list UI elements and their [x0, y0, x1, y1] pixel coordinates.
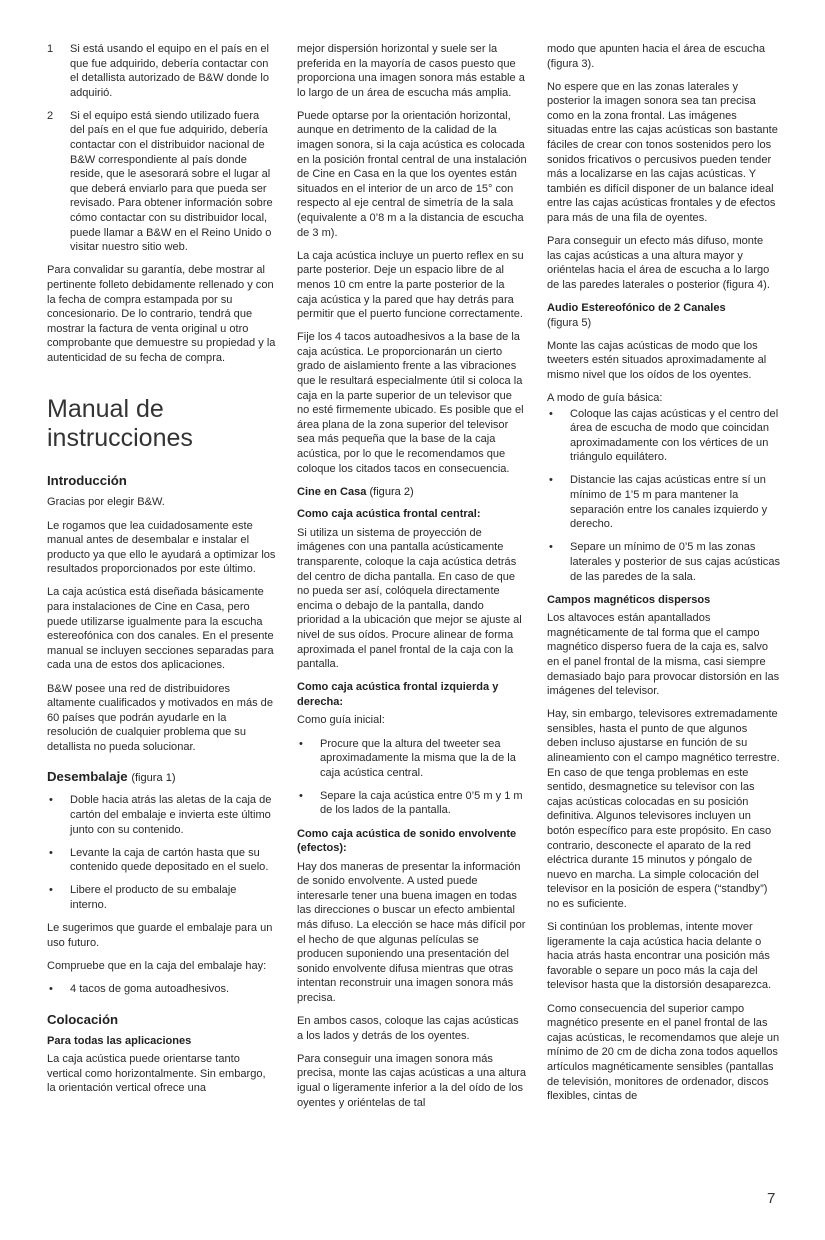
magnetic-paragraph-3: Si continúan los problemas, intente mover ligeramente la caja acústica hacia delante o hacia atrás hasta encontrar una posición más favorable o separe un poco más la caja del televisor hasta que la distorsión desaparezca.	[547, 921, 772, 992]
left-right-list	[297, 737, 527, 818]
warranty-item-1	[47, 42, 276, 100]
column-1	[47, 42, 276, 1104]
manual-title-line-2: instrucciones	[47, 424, 193, 453]
warranty-text-1: Si está usando el equipo en el país en el que fue adquirido, debería contactar con el detallista autorizado de B&W donde lo adquirió.	[70, 43, 269, 99]
item-number: 2	[47, 109, 54, 122]
list-item: • Libere el producto de su embalaje interno.	[47, 883, 276, 912]
warranty-item-2	[47, 109, 276, 255]
stereo-heading-text: Audio Estereofónico de 2 Canales	[547, 302, 726, 314]
list-item: • Separe un mínimo de 0’5 m las zonas laterales y posterior de sus cajas acústicas de las paredes de la sala.	[547, 540, 780, 584]
magnetic-paragraph-4: Como consecuencia del superior campo magnético presente en el panel frontal de las cajas acústicas, le recomendamos que aleje un mínimo de 20 cm de dicha zona todos aquellos artículos magnéticamente sensibles (pantallas de televisión, monitores de ordenador, discos flexibles, cintas de	[547, 1002, 780, 1103]
intro-heading: Introducción	[47, 473, 127, 489]
home-cinema-heading-text: Cine en Casa	[297, 485, 367, 498]
paragraph: mejor dispersión horizontal y suele ser la preferida en la mayoría de casos puesto que proporciona una imagen sonora más estable a lo largo de un área de escucha más amplia.	[297, 43, 525, 99]
surround-heading: Como caja acústica de sonido envolvente (efectos):	[297, 827, 517, 855]
unpack-paragraph-1: Le sugerimos que guarde el embalaje para un uso futuro.	[47, 922, 273, 949]
column-3	[547, 42, 780, 1112]
paragraph: Fije los 4 tacos autoadhesivos a la base de la caja acústica. Le proporcionarán un cierto grado de aislamiento frente a las vibraciones que le resultará especialmente útil si coloca la caja en la parte superior de un televisor que no esté firmemente ubicado. Es posible que el área plana de la zona superior del televisor sea más pequeña que la base de la caja acústica, por lo que le recomendamos que coloque los citados tacos en consecuencia.	[297, 331, 524, 475]
unpack-heading-text: Desembalaje	[47, 769, 128, 785]
list-item: • Procure que la altura del tweeter sea aproximadamente la misma que la de la caja acústica central.	[297, 737, 527, 781]
unpack-paragraph-2: Compruebe que en la caja del embalaje hay:	[47, 959, 267, 972]
home-cinema-figure-ref: (figura 2)	[369, 485, 414, 498]
placement-subheading: Para todas las aplicaciones	[47, 1034, 192, 1047]
magnetic-paragraph-1: Los altavoces están apantallados magnéticamente de tal forma que el campo magnético disperso fuera de la caja es, salvo en el panel frontal de la misma, casi siempre demasiado bajo para provocar distorsión en las imágenes del televisor.	[547, 612, 780, 698]
page-number: 7	[767, 1190, 776, 1207]
unpack-list	[47, 793, 276, 912]
list-item: • Levante la caja de cartón hasta que su contenido quede depositado en el suelo.	[47, 846, 276, 875]
left-right-paragraph: Como guía inicial:	[297, 714, 385, 727]
stereo-heading	[547, 301, 780, 316]
center-speaker-heading: Como caja acústica frontal central:	[297, 508, 481, 521]
left-right-heading: Como caja acústica frontal izquierda y derecha:	[297, 681, 499, 708]
surround-paragraph-3: Para conseguir una imagen sonora más precisa, monte las cajas acústicas a una altura igual o ligeramente inferior a la del oído de los oyentes y oriéntelas de tal	[297, 1052, 527, 1109]
home-cinema-heading	[297, 485, 527, 500]
stereo-figure-ref: (figura 5)	[547, 316, 592, 329]
intro-paragraph-4: B&W posee una red de distribuidores altamente cualificados y motivados en más de 60 países que podrán ayudarle en la resolución de cualquier problema que su detallista no pueda solucionar.	[47, 682, 273, 753]
column-2	[297, 42, 527, 1119]
surround-paragraph-1: Hay dos maneras de presentar la información de sonido envolvente. A usted puede interesarle tener una buena imagen en todas las direcciones o buscar un efecto ambiental más difuso. La elección se hace más difícil por el hecho de que algunas películas se producen suponiendo una presentación del sonido envolvente difusa mientras que otras intentan reconstruir una imagen sonora más precisa.	[297, 860, 526, 1005]
manual-title	[47, 395, 276, 453]
paragraph: La caja acústica incluye un puerto reflex en su parte posterior. Deje un espacio libre de al menos 10 cm entre la parte posterior de la caja acústica y la pared que hay detrás para permitir que el puerto funcione correctamente.	[297, 249, 524, 321]
warranty-validation-paragraph: Para convalidar su garantía, debe mostrar al pertinente folleto debidamente rellenado y con la fecha de compra estampada por su concesionario. De lo contrario, tendrá que mostrar la factura de venta original u otro comprobante que demuestre su propiedad y la autenticidad de su fecha de compra.	[47, 264, 276, 364]
magnetic-fields-heading: Campos magnéticos dispersos	[547, 593, 711, 606]
list-item: • Doble hacia atrás las aletas de la caja de cartón del embalaje e invierta este último junto con su contenido.	[47, 793, 276, 837]
stereo-paragraph-2: A modo de guía básica:	[547, 391, 663, 404]
paragraph: Para conseguir un efecto más difuso, monte las cajas acústicas a una altura mayor y oriéntelas hacia el área de escucha a lo largo de las paredes laterales o posterior (figura 4).	[547, 235, 770, 291]
stereo-list	[547, 407, 780, 585]
placement-paragraph-1: La caja acústica puede orientarse tanto vertical como horizontalmente. Sin embargo, la orientación vertical ofrece una	[47, 1053, 266, 1095]
intro-paragraph-3: La caja acústica está diseñada básicamente para instalaciones de Cine en Casa, pero puede utilizarse igualmente para la escucha estereofónica con dos canales. En el presente manual se incluyen secciones separadas para cada una de estos dos aplicaciones.	[47, 586, 274, 672]
magnetic-paragraph-2: Hay, sin embargo, televisores extremadamente sensibles, hasta el punto de que algunos deben incluso ajustarse en función de su alineamiento con el campo magnético terrestre. En caso de que tenga problemas en este sentido, desmagnetice su televisor con las cajas acústicas colocadas en su posición definitiva. Algunos televisores incluyen un botón específico para este propósito. En caso contrario, desconecte el aparato de la red eléctrica durante 15 minutos y póngalo de nuevo en marcha. La simple colocación del televisor en la posición de espera (“standby”) no es suficiente.	[547, 708, 780, 910]
intro-paragraph-2: Le rogamos que lea cuidadosamente este manual antes de desembalar e instalar el producto ya que ello le ayudará a optimizar los resultados proporcionados por este último.	[47, 519, 276, 576]
list-item: • Distancie las cajas acústicas entre sí un mínimo de 1’5 m para mantener la separación entre los canales izquierdo y derecho.	[547, 473, 780, 531]
paragraph: Puede optarse por la orientación horizontal, aunque en detrimento de la calidad de la imagen sonora, si la caja acústica es colocada en la posición frontal central de una instalación de Cine en Casa en la que los oyentes están situados en el interior de un arco de 15° con respecto al eje central de simetría de la sala (equivalente a 0’8 m a la distancia de escucha de 3 m).	[297, 109, 527, 239]
manual-title-line-1: Manual de	[47, 395, 164, 424]
list-item: • 4 tacos de goma autoadhesivos.	[47, 982, 276, 997]
list-item: • Separe la caja acústica entre 0’5 m y 1 m de los lados de la pantalla.	[297, 789, 527, 818]
placement-heading: Colocación	[47, 1011, 119, 1027]
center-speaker-paragraph: Si utiliza un sistema de proyección de imágenes con una pantalla acústicamente transparente, coloque la caja acústica detrás del centro de dicha pantalla. En caso de que no pueda ser así, colóquela directamente encima o debajo de la pantalla, dando prioridad a la ubicación que mejor se ajuste al nivel de sus oídos. Procure alinear de forma aproximada el panel frontal de la caja con la pantalla.	[297, 526, 522, 671]
unpack-figure-ref: (figura 1)	[131, 772, 176, 785]
warranty-text-2: Si el equipo está siendo utilizado fuera del país en el que fue adquirido, debería contactar con el distribuidor nacional de B&W correspondiente al país donde reside, que le asesorará sobre el lugar al que deberá enviarlo para que pueda ser revisado. Para obtener información sobre cómo contactar con su distribuidor local, puede llamar a B&W en el Reino Unido o visitar nuestro sitio web.	[70, 109, 273, 254]
paragraph: No espere que en las zonas laterales y posterior la imagen sonora sea tan precisa como en la zona frontal. Las imágenes situadas entre las cajas acústicas son bastante fáciles de crear con tonos sostenidos pero los sonidos fricativos o percusivos pueden tender más a localizarse en las cajas acústicas. Y también es difícil disponer de un balance ideal entre las cajas acústicas frontales y de efectos para más de una fila de oyentes.	[547, 80, 778, 225]
paragraph: modo que apunten hacia el área de escucha (figura 3).	[547, 43, 766, 70]
intro-paragraph-1: Gracias por elegir B&W.	[47, 496, 165, 509]
item-number: 1	[47, 43, 54, 55]
unpack-contents-list	[47, 982, 276, 997]
unpack-heading	[47, 768, 276, 787]
stereo-paragraph-1: Monte las cajas acústicas de modo que los tweeters estén situados aproximadamente al mismo nivel que los oídos de los oyentes.	[547, 339, 767, 381]
list-item: • Coloque las cajas acústicas y el centro del área de escucha de modo que coincidan aproximadamente con los vértices de un triángulo equilátero.	[547, 407, 780, 465]
surround-paragraph-2: En ambos casos, coloque las cajas acústicas a los lados y detrás de los oyentes.	[297, 1015, 519, 1042]
